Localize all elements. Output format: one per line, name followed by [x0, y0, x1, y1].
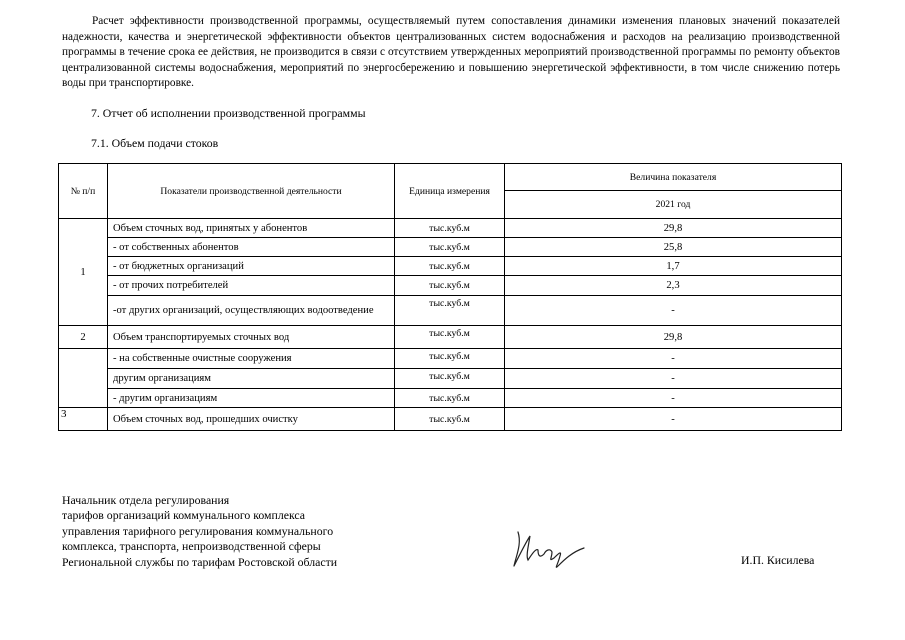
header-value: Величина показателя [505, 164, 842, 191]
row-number: 3 [59, 408, 108, 431]
indicator-cell: другим организациям [108, 369, 395, 389]
indicator-cell: Объем сточных вод, прошедших очистку [108, 408, 395, 431]
signatory-position [62, 493, 337, 570]
row-number: 2 [59, 326, 108, 349]
table-row [59, 219, 842, 238]
position-line: Начальник отдела регулирования [62, 493, 230, 507]
unit-cell: тыс.куб.м [395, 296, 505, 326]
table-row [59, 369, 842, 389]
value-cell: - [505, 296, 842, 326]
value-cell: 2,3 [505, 276, 842, 296]
value-cell: 29,8 [505, 326, 842, 349]
wastewater-volume-table [58, 163, 842, 431]
header-indicator: Показатели производственной деятельности [108, 164, 395, 219]
indicator-cell: - от прочих потребителей [108, 276, 395, 296]
subsection-title: 7.1. Объем подачи стоков [91, 136, 219, 150]
table-row [59, 408, 842, 431]
section-title: 7. Отчет об исполнении производственной программы [91, 106, 366, 120]
header-year: 2021 год [505, 191, 842, 219]
position-line: комплекса, транспорта, непроизводственной сферы [62, 539, 321, 554]
table-row [59, 349, 842, 369]
value-cell: - [505, 349, 842, 369]
signatory-name: И.П. Кисилева [741, 553, 815, 567]
table-row [59, 389, 842, 408]
header-unit: Единица измерения [395, 164, 505, 219]
table-row [59, 326, 842, 349]
unit-cell: тыс.куб.м [395, 369, 505, 389]
unit-cell: тыс.куб.м [395, 257, 505, 276]
unit-cell: тыс.куб.м [395, 408, 505, 431]
value-cell: - [505, 408, 842, 431]
row-number-empty [59, 349, 108, 408]
indicator-cell: - от собственных абонентов [108, 238, 395, 257]
unit-cell: тыс.куб.м [395, 238, 505, 257]
table-row [59, 257, 842, 276]
value-cell: 29,8 [505, 219, 842, 238]
table-row [59, 276, 842, 296]
position-line: Региональной службы по тарифам Ростовской области [62, 554, 338, 569]
value-cell: - [505, 389, 842, 408]
header-num: № п/п [59, 164, 108, 219]
handwritten-signature [508, 526, 588, 572]
indicator-cell: -от других организаций, осуществляющих водоотведение [108, 296, 395, 326]
row-number: 1 [59, 219, 108, 326]
intro-paragraph: Расчет эффективности производственной программы, осуществляемый путем сопоставления динамики изменения плановых значений показателей надежности, качества и энергетической эффективности объектов централизованных систем водоснабжения и расходов на реализацию производственной программы в течение срока ее действия, не производится в связи с отсутствием утвержденных мероприятий производственной программы по ремонту объектов централизованной системы водоснабжения, мероприятий по энергосбережению и повышению энергетической эффективности, в том числе снижению потерь воды при транспортировке. [62, 15, 840, 89]
unit-cell: тыс.куб.м [395, 326, 505, 349]
indicator-cell: - другим организациям [108, 389, 395, 408]
unit-cell: тыс.куб.м [395, 349, 505, 369]
indicator-cell: Объем транспортируемых сточных вод [108, 326, 395, 349]
table-row [59, 238, 842, 257]
position-line: управления тарифного регулирования коммунального [62, 523, 334, 538]
unit-cell: тыс.куб.м [395, 276, 505, 296]
value-cell: - [505, 369, 842, 389]
indicator-cell: - от бюджетных организаций [108, 257, 395, 276]
unit-cell: тыс.куб.м [395, 389, 505, 408]
table-row [59, 296, 842, 326]
indicator-cell: - на собственные очистные сооружения [108, 349, 395, 369]
indicator-cell: Объем сточных вод, принятых у абонентов [108, 219, 395, 238]
value-cell: 25,8 [505, 238, 842, 257]
position-line: тарифов организаций коммунального комплекса [62, 508, 306, 523]
value-cell: 1,7 [505, 257, 842, 276]
unit-cell: тыс.куб.м [395, 219, 505, 238]
